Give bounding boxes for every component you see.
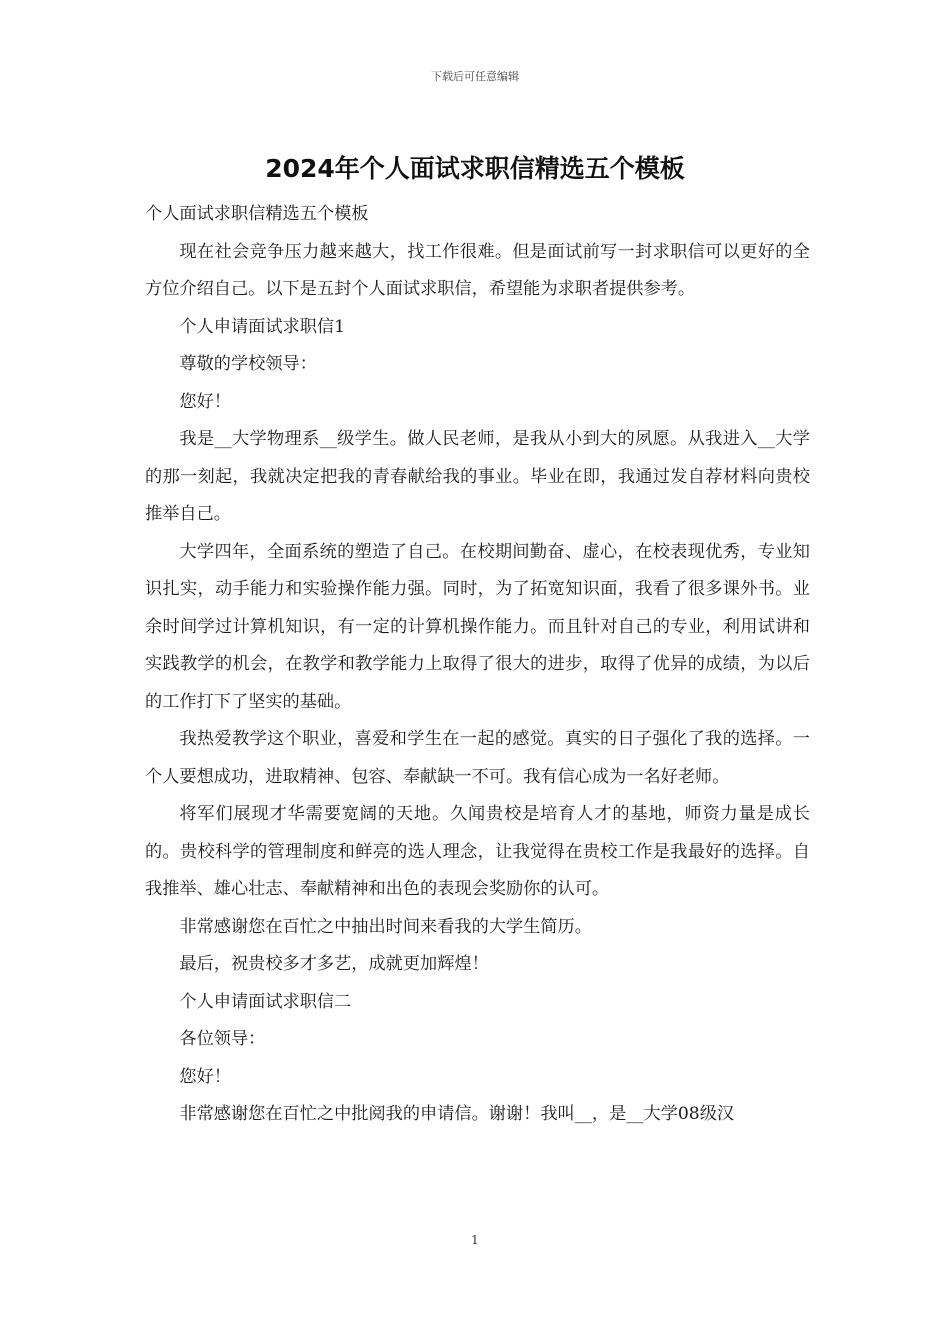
- paragraph: 最后，祝贵校多才多艺，成就更加辉煌！: [179, 954, 489, 974]
- paragraph: 您好！: [179, 1066, 231, 1087]
- paragraph: 各位领导：: [179, 1029, 266, 1049]
- page-number: 1: [471, 1233, 479, 1247]
- document-body: [145, 196, 810, 1134]
- paragraph: 个人申请面试求职信二: [179, 991, 352, 1012]
- document-title: 2024年个人面试求职信精选五个模板: [265, 154, 685, 183]
- paragraph: 将军们展现才华需要宽阔的天地。久闻贵校是培育人才的基地，师资力量是成长的。贵校科学的管理制度和鲜亮的选人理念，让我觉得在贵校工作是我最好的选择。自我推举、雄心壮志、奉献精神和出色的表现会奖励你的认可。: [145, 804, 810, 899]
- paragraph: 个人面试求职信精选五个模板: [145, 204, 369, 224]
- paragraph: 非常感谢您在百忙之中批阅我的申请信。谢谢！我叫__，是__大学08级汉: [179, 1104, 735, 1124]
- paragraph: 大学四年，全面系统的塑造了自己。在校期间勤奋、虚心，在校表现优秀，专业知识扎实，动手能力和实验操作能力强。同时，为了拓宽知识面，我看了很多课外书。业余时间学过计算机知识，有一定的计算机操作能力。而且针对自己的专业，利用试讲和实践教学的机会，在教学和教学能力上取得了很大的进步，取得了优异的成绩，为以后的工作打下了坚实的基础。: [145, 541, 810, 712]
- paragraph: 个人申请面试求职信1: [179, 316, 346, 337]
- paragraph: 现在社会竞争压力越来越大，找工作很难。但是面试前写一封求职信可以更好的全方位介绍自己。以下是五封个人面试求职信，希望能为求职者提供参考。: [145, 241, 810, 299]
- paragraph: 尊敬的学校领导：: [179, 354, 317, 374]
- paragraph: 您好！: [179, 391, 231, 412]
- paragraph: 非常感谢您在百忙之中抽出时间来看我的大学生简历。: [179, 916, 592, 937]
- header-note: 下载后可任意编辑: [431, 70, 519, 83]
- paragraph: 我热爱教学这个职业，喜爱和学生在一起的感觉。真实的日子强化了我的选择。一个人要想成功，进取精神、包容、奉献缺一不可。我有信心成为一名好老师。: [145, 729, 810, 787]
- paragraph: 我是__大学物理系__级学生。做人民老师，是我从小到大的夙愿。从我进入__大学的那一刻起，我就决定把我的青春献给我的事业。毕业在即，我通过发自荐材料向贵校推举自己。: [145, 429, 810, 524]
